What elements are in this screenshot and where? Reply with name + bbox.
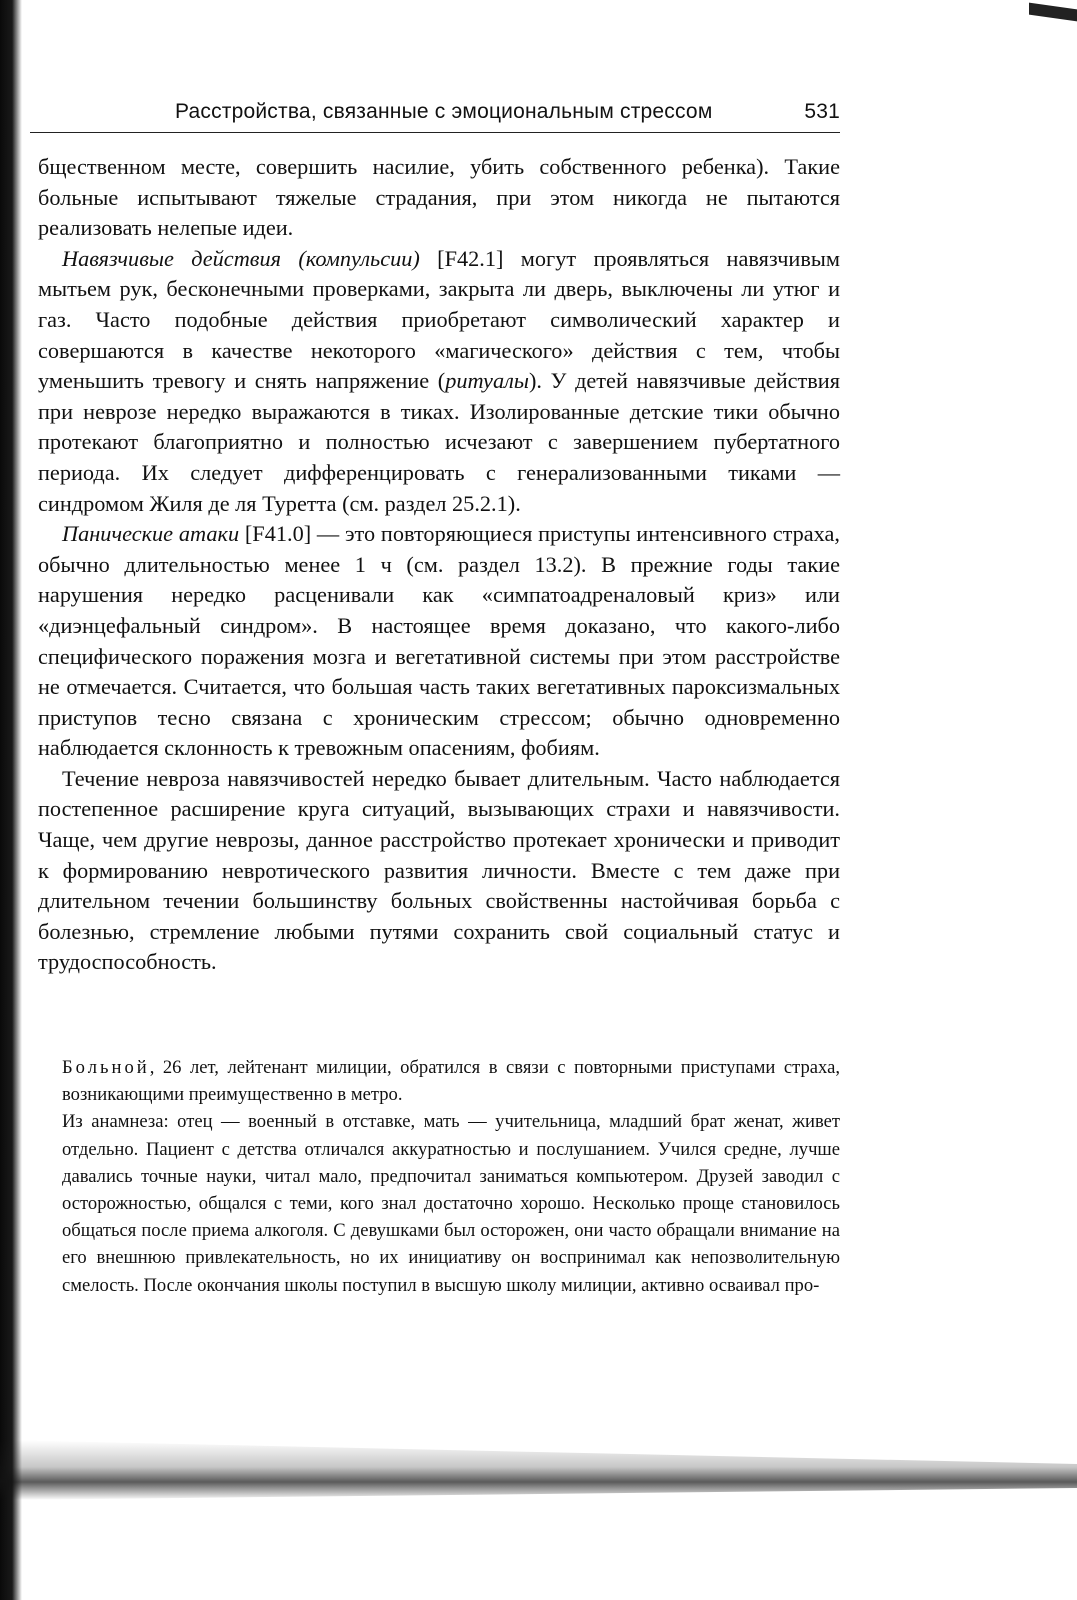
term-rituals: ритуалы xyxy=(445,368,529,394)
scan-mark-top xyxy=(1029,3,1077,22)
paragraph-intro xyxy=(38,152,840,244)
case-intro xyxy=(62,1054,840,1108)
term-compulsions: Навязчивые действия (компульсии) xyxy=(62,245,420,271)
case-intro-text: , 26 лет, лейтенант милиции, обратился в связи с повторными приступами страха, возникающими преимущественно в метро. xyxy=(62,1057,840,1106)
case-patient-label: Больной xyxy=(62,1057,150,1078)
paragraph-compulsions-text-2: ). У детей навязчивые действия при неврозе нередко выражаются в тиках. Изолированные детские тики обычно протекают благоприятно и полностью исчезают с завершением пубертатного периода. Их следует дифференцировать с генерализованными тиками — синдромом Жиля де ля Туретта (см. раздел 25.2.1). xyxy=(38,368,840,516)
running-header-title: Расстройства, связанные с эмоциональным стрессом xyxy=(175,100,713,123)
paragraph-panic-attacks-text: [F41.0] — это повторяющиеся приступы интенсивного страха, обычно длительностью менее 1 ч (см. раздел 13.2). В прежние годы такие нарушения нередко расценивали как «симпатоадреналовый криз» или «диэнцефальный синдром». В настоящее время доказано, что какого-либо специфического поражения мозга и вегетативной системы при этом расстройстве не отмечается. Считается, что большая часть таких вегетативных пароксизмальных приступов тесно связана с хроническим стрессом; обычно одновременно наблюдается склонность к тревожным опасениям, фобиям. xyxy=(38,521,840,761)
scan-shadow-bottom xyxy=(0,1440,1077,1500)
case-anamnesis-text: Из анамнеза: отец — военный в отставке, мать — учительница, младший брат женат, живет отдельно. Пациент с детства отличался аккуратностью и послушанием. Учился средне, лучше давались точные науки, читал мало, предпочитал заниматься компьютером. Друзей заводил с осторожностью, общался с теми, кого знал достаточно хорошо. Несколько проще становилось общаться после приема алкоголя. С девушками был осторожен, они часто обращали внимание на его внешнюю привлекательность, но их инициативу он воспринимал как непозволительную смелость. После окончания школы поступил в высшую школу милиции, активно осваивал про- xyxy=(62,1111,840,1296)
page-number: 531 xyxy=(804,100,840,123)
body-text xyxy=(38,152,840,978)
paragraph-panic-attacks xyxy=(38,519,840,764)
paragraph-course-text: Течение невроза навязчивостей нередко бывает длительным. Часто наблюдается постепенное расширение круга ситуаций, вызывающих страхи и навязчивости. Чаще, чем другие неврозы, данное расстройство протекает хронически и приводит к формированию невротического развития личности. Вместе с тем даже при длительном течении большинству больных свойственны настойчивая борьба с болезнью, стремление любыми путями сохранить свой социальный статус и трудоспособность. xyxy=(38,765,840,975)
term-panic-attacks: Панические атаки xyxy=(62,521,240,547)
paragraph-intro-text: бщественном месте, совершить насилие, убить собственного ребенка). Такие больные испытывают тяжелые страдания, при этом никогда не пытаются реализовать нелепые идеи. xyxy=(38,154,840,241)
header-rule xyxy=(30,132,840,133)
case-anamnesis xyxy=(62,1108,840,1298)
case-report xyxy=(62,1054,840,1299)
scan-shadow-left xyxy=(0,0,22,1600)
running-header xyxy=(175,100,840,132)
paragraph-course xyxy=(38,764,840,978)
paragraph-compulsions xyxy=(38,244,840,519)
paragraph-compulsions-text: [F42.1] могут проявляться навязчивым мытьем рук, бесконечными проверками, закрыта ли дверь, выключены ли утюг и газ. Часто подобные действия приобретают символический характер и совершаются в качестве некоторого «магического» действия с тем, чтобы уменьшить тревогу и снять напряжение ( xyxy=(38,245,840,394)
